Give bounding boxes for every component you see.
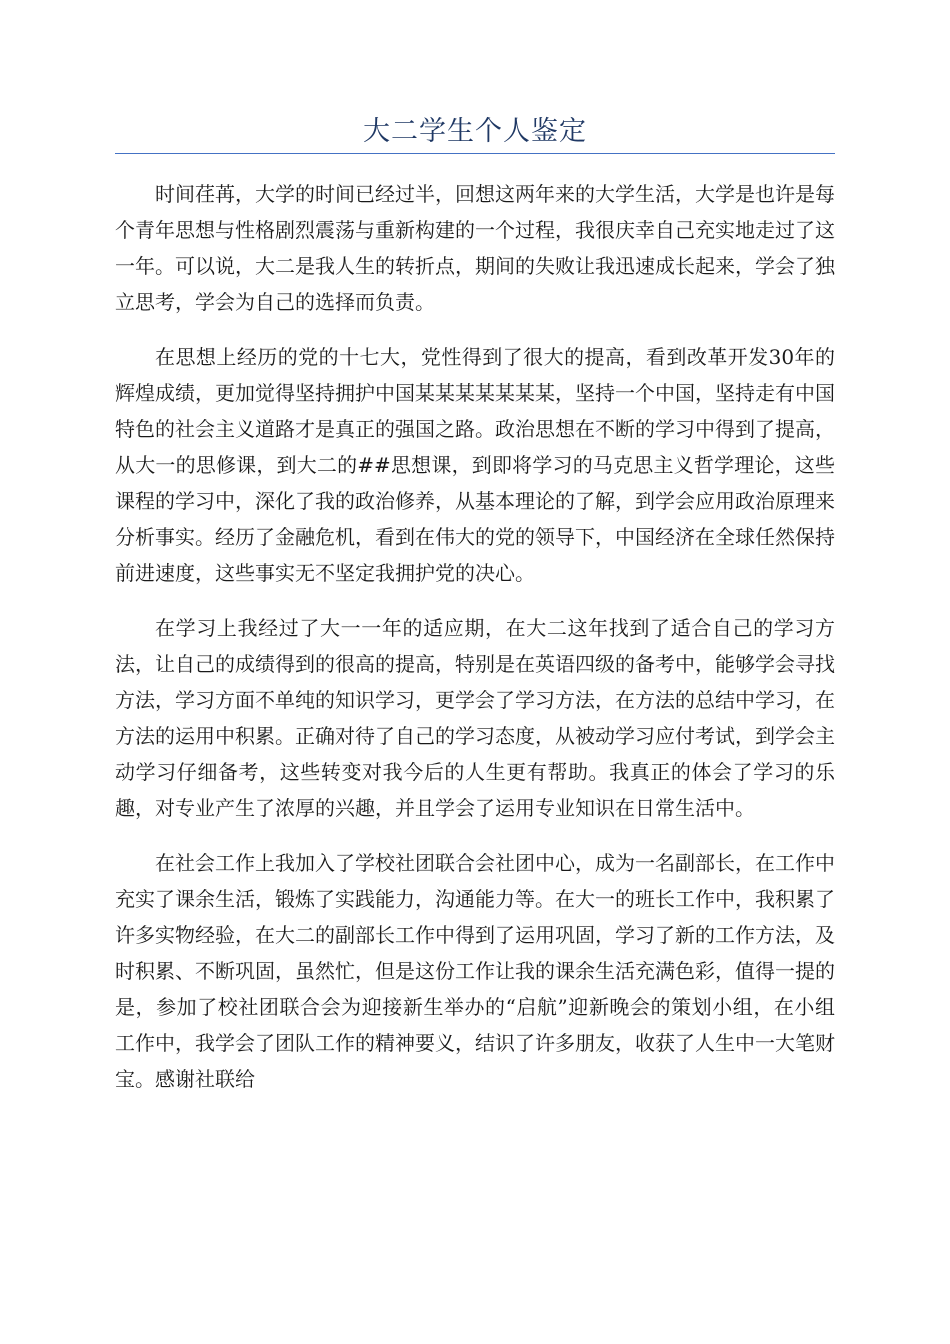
- paragraph-intro: 时间荏苒，大学的时间已经过半，回想这两年来的大学生活，大学是也许是每个青年思想与性格剧烈震荡与重新构建的一个过程，我很庆幸自己充实地走过了这一年。可以说，大二是我人生的转折点，期间的失败让我迅速成长起来，学会了独立思考，学会为自己的选择而负责。: [115, 182, 835, 314]
- document-title: 大二学生个人鉴定: [363, 116, 587, 147]
- document-body: [115, 176, 835, 1116]
- paragraph-social-work: 在社会工作上我加入了学校社团联合会社团中心，成为一名副部长，在工作中充实了课余生活，锻炼了实践能力，沟通能力等。在大一的班长工作中，我积累了许多实物经验，在大二的副部长工作中得到了运用巩固，学习了新的工作方法，及时积累、不断巩固，虽然忙，但是这份工作让我的课余生活充满色彩，值得一提的是，参加了校社团联合会为迎接新生举办的“启航”迎新晚会的策划小组，在小组工作中，我学会了团队工作的精神要义，结识了许多朋友，收获了人生中一大笔财宝。感谢社联给: [115, 851, 835, 1091]
- paragraph-study: 在学习上我经过了大一一年的适应期，在大二这年找到了适合自己的学习方法，让自己的成绩得到的很高的提高，特别是在英语四级的备考中，能够学会寻找方法，学习方面不单纯的知识学习，更学会了学习方法，在方法的总结中学习，在方法的运用中积累。正确对待了自己的学习态度，从被动学习应付考试，到学会主动学习仔细备考，这些转变对我今后的人生更有帮助。我真正的体会了学习的乐趣，对专业产生了浓厚的兴趣，并且学会了运用专业知识在日常生活中。: [115, 616, 835, 820]
- paragraph-ideology: 在思想上经历的党的十七大，党性得到了很大的提高，看到改革开发30年的辉煌成绩，更加觉得坚持拥护中国某某某某某某某，坚持一个中国，坚持走有中国特色的社会主义道路才是真正的强国之路。政治思想在不断的学习中得到了提高，从大一的思修课，到大二的##思想课，到即将学习的马克思主义哲学理论，这些课程的学习中，深化了我的政治修养，从基本理论的了解，到学会应用政治原理来分析事实。经历了金融危机，看到在伟大的党的领导下，中国经济在全球任然保持前进速度，这些事实无不坚定我拥护党的决心。: [115, 345, 835, 585]
- title-underline: [115, 153, 835, 154]
